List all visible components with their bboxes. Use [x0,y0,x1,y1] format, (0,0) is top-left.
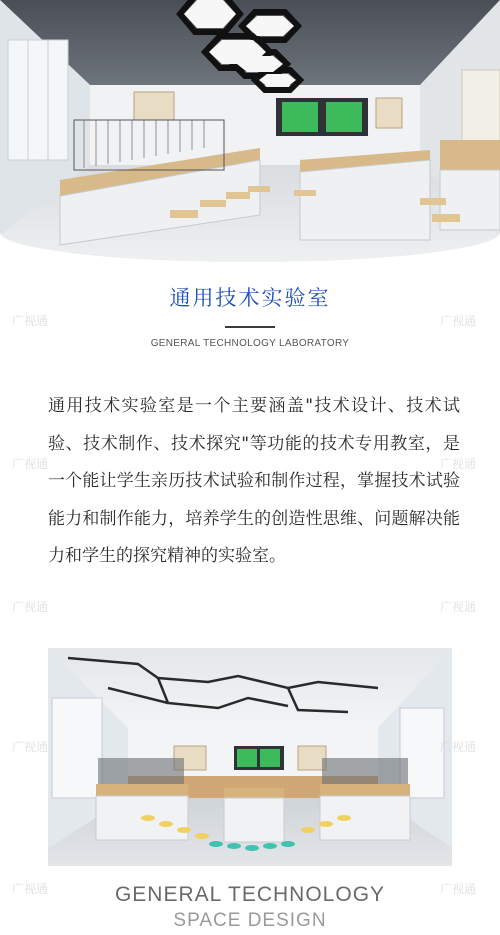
lab-photo [48,648,452,866]
section-title: 通用技术实验室 [169,286,331,310]
watermark: 广视通 [440,457,477,471]
watermark: 广视通 [440,600,477,614]
watermark: 广视通 [440,740,477,754]
section-heading [0,282,500,349]
watermark: 广视通 [12,314,49,328]
section-subtitle: GENERAL TECHNOLOGY LABORATORY [150,338,350,349]
title-divider [225,326,275,328]
watermark: 广视通 [12,600,49,614]
description-text: 通用技术实验室是一个主要涵盖"技术设计、技术试验、技术制作、技术探究"等功能的技术专用教室，是一个能让学生亲历技术试验和制作过程，掌握技术试验能力和制作能力，培养学生的创造性思维、问题解决能力和学生的探究精神的实验室。 [48,396,460,566]
footer-line-2: SPACE DESIGN [173,910,327,931]
watermark: 广视通 [12,740,49,754]
footer-caption [0,882,500,934]
watermark: 广视通 [440,882,477,896]
watermark: 广视通 [12,457,49,471]
watermark: 广视通 [440,314,477,328]
watermark: 广视通 [12,882,49,896]
hero-photo [0,0,500,262]
footer-line-1: GENERAL TECHNOLOGY [114,883,386,906]
